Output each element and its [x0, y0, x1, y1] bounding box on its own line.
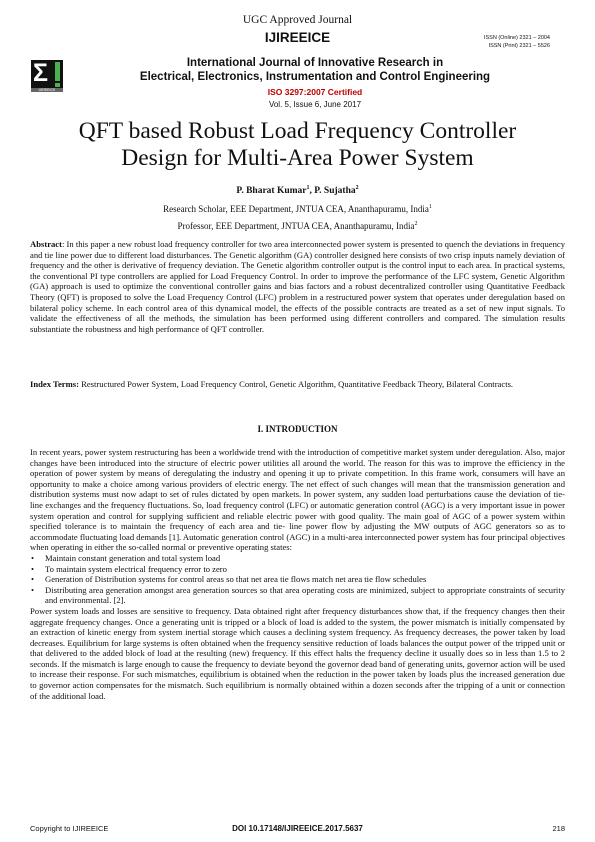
ugc-label: UGC Approved Journal [242, 14, 353, 26]
author-separator: , [309, 186, 315, 197]
journal-abbreviation: IJIREEICE [264, 30, 331, 45]
section-heading-introduction: I. INTRODUCTION [257, 424, 338, 434]
author-2-sup: 2 [355, 185, 359, 191]
paper-title [0, 118, 595, 172]
abstract-label: Abstract [30, 239, 62, 249]
journal-name-line1: International Journal of Innovative Research in [186, 57, 444, 69]
title-line1: QFT based Robust Load Frequency Controller [78, 118, 517, 144]
intro-paragraph-1: In recent years, power system restructuring has been a worldwide trend with the introduction of competitive market system under deregulation. Also, major changes have been introduced into the structure of electric power utilities all around the world. The reason for this was to improve the efficiency in the operation of power system by means of deregulating the industry and opening it up to private competition. In this frame work, consumers will have an opportunity to make a choice among various providers of electric energy. The net effect of such changes will mean that the transmission generation and distribution systems must now adapt to set of rules dictated by open markets. In power system, any sudden load perturbations cause the deviation of tie- line exchanges and the frequency fluctuations. So, load frequency control (LFC) or automatic generation control (AGC) is a very important issue in power system operation and control for supplying sufficient and reliable electric power with good quality. The main goal of AGC of a power system within specified tolerance is to maintain the frequency of each area and tie- line power flow by adjusting the MW outputs of AGC generators so as to accommodate fluctuating load demands [1]. Automatic generation control (AGC) in a multi-area interconnected power system has four principal objectives when operating in either the so-called normal or preventive operating states: [30, 447, 565, 553]
page-number: 218 [552, 824, 565, 833]
intro-paragraph-2: Power system loads and losses are sensitive to frequency. Data obtained right after frequency disturbances show that, if the frequency changes then their aggregate frequency changes. Once a generating unit is tripped or a block of load is added to the system, the power mismatch is initially compensated by an extraction of kinetic energy from system inertial storage which causes a declining system frequency. As frequency decreases, the power taken by load decreases. Equilibrium for large systems is often obtained when the frequency sensitive reduction of loads balances the output power of the tripped unit or that delivered to the added block of load at the resulting (new) frequency. If this effect halts the frequency decline it usually does so in less than 1.5 to 2 seconds. If the mismatch is large enough to cause the frequency to deviate beyond the governor dead band of generating units, governor action will be used to increase their response. For such mismatches, equilibrium is obtained when the reduction in the power taken by loads plus the increased generation due to governor action compensates for the mismatch. Such equilibrium is normally obtained within a dozen seconds after the tripping of a unit or connection of the additional load. [30, 605, 565, 701]
introduction-body [30, 447, 565, 701]
abstract-text: : In this paper a new robust load frequency controller for two area interconnected power system is presented to quench the deviations in frequency and tie line power due to different load disturbances. The Genetic algorithm (GA) controller designed here consists of two crisp inputs namely deviation of frequency and the other is derivative of frequency deviation. The Genetic algorithm controller output is the control input to each area. In practical systems, the conventional PI type controllers are applied for Load Frequency Control. In order to improve the performance of the LFC system, Genetic Algorithm (GA) approach is used to optimize the conventional controller gains and bias factors and a robust decentralized controller using Quantitative Feedback Theory (QFT) is proposed to solve the Load Frequency Control (LFC) problem in a restructured power system that operates under deregulation based on bilateral policy scheme. In each control area of this dynamical model, the effects of the possible contracts are treated as a set of new input signals. To validate the effectiveness of all the methods, the simulation has been performed using different controllers and compared. The simulation results substantiate the robustness and high performance of QFT controller. [30, 239, 565, 334]
list-item: • Distributing area generation amongst area generation sources so that area operating costs are minimized, subject to appropriate constraints of security and environmental. [2]. [30, 585, 565, 606]
index-terms-text: Restructured Power System, Load Frequency Control, Genetic Algorithm, Quantitative Feedback Theory, Bilateral Contracts. [78, 379, 514, 389]
author-2: P. Sujatha [314, 186, 356, 197]
index-terms [30, 379, 565, 390]
issn-online: ISSN (Online) 2321 – 2004 [483, 35, 550, 41]
list-item: • Generation of Distribution systems for control areas so that net area tie flows match net area tie flow schedules [30, 574, 565, 585]
objectives-list [30, 553, 565, 606]
author-1-sup: 1 [306, 185, 310, 191]
journal-name-line2: Electrical, Electronics, Instrumentation and Control Engineering [139, 71, 491, 83]
author-1: P. Bharat Kumar [236, 186, 307, 197]
index-terms-label: Index Terms: [30, 379, 79, 389]
abstract [30, 239, 565, 334]
authors [0, 185, 595, 196]
list-item: • Maintain constant generation and total system load [30, 553, 565, 564]
copyright: Copyright to IJIREEICE [30, 824, 109, 833]
title-line2: Design for Multi-Area Power System [121, 145, 474, 171]
issn-print: ISSN (Print) 2321 – 5526 [488, 42, 550, 49]
journal-full-name [80, 56, 550, 84]
affiliation-2: Professor, EEE Department, JNTUA CEA, Ananthapuramu, India$^2$ [177, 221, 418, 231]
issn-block [484, 35, 550, 50]
doi-link[interactable]: DOI 10.17148/IJIREEICE.2017.5637 [232, 824, 363, 833]
list-item: • To maintain system electrical frequency error to zero [30, 564, 565, 575]
affiliation-1: Research Scholar, EEE Department, JNTUA CEA, Ananthapuramu, India$^1$ [163, 204, 432, 214]
iso-certification: ISO 3297:2007 Certified [267, 87, 363, 97]
volume-issue: Vol. 5, Issue 6, June 2017 [268, 100, 362, 109]
journal-logo-icon: Σ IJIREEICE [31, 60, 63, 92]
